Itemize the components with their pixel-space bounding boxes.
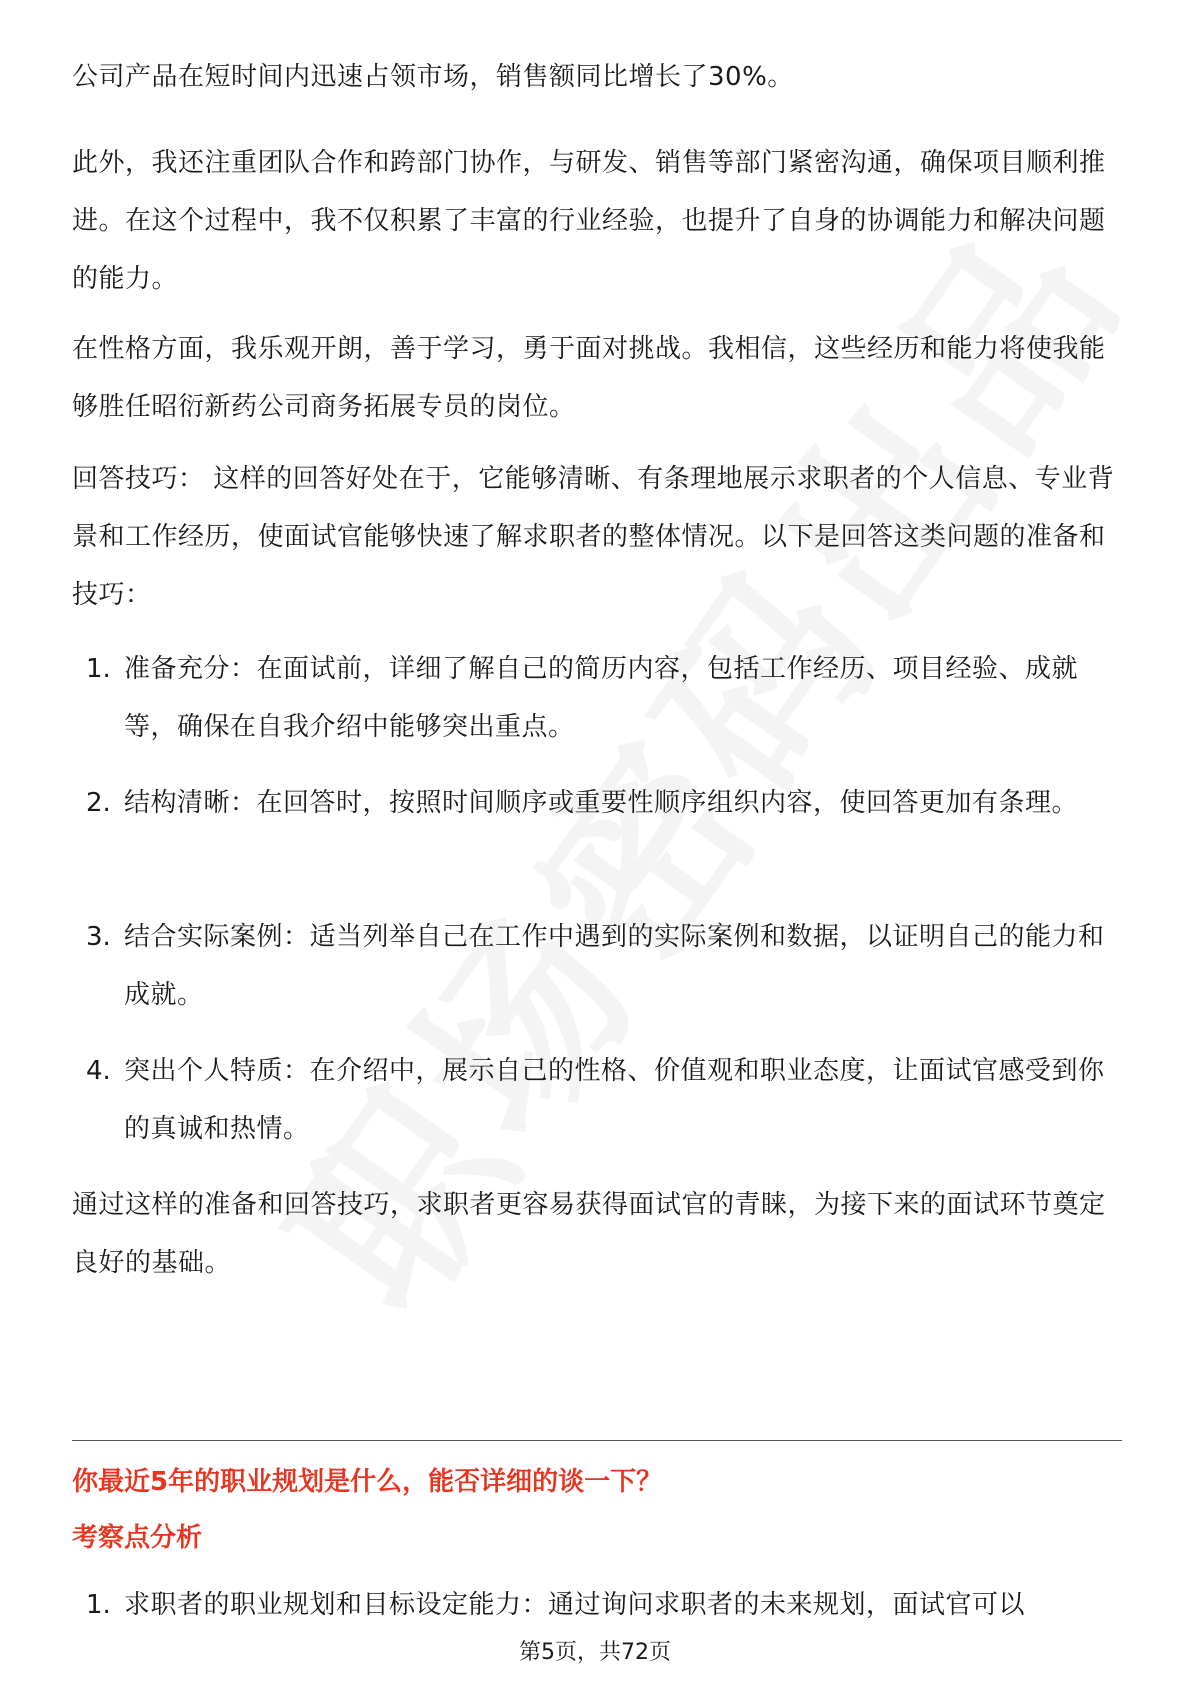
list-text: 准备充分：在面试前，详细了解自己的简历内容，包括工作经历、项目经验、成就等，确保在自我介绍中能够突出重点。 <box>124 654 1079 742</box>
list-number: 2. <box>86 788 111 818</box>
list-item <box>72 908 1122 1024</box>
list-text: 求职者的职业规划和目标设定能力：通过询问求职者的未来规划，面试官可以 <box>124 1590 1026 1620</box>
list-number: 1. <box>86 1590 111 1620</box>
list-item <box>72 774 1122 832</box>
list-item <box>72 1576 1122 1634</box>
list-number: 4. <box>86 1056 111 1086</box>
list-text: 结构清晰：在回答时，按照时间顺序或重要性顺序组织内容，使回答更加有条理。 <box>124 788 1079 818</box>
page-footer: 第5页，共72页 <box>519 1640 671 1665</box>
question-heading: 你最近5年的职业规划是什么，能否详细的谈一下？ <box>72 1467 663 1497</box>
list-item <box>72 640 1122 756</box>
section-divider <box>72 1440 1122 1441</box>
list-number: 1. <box>86 654 111 684</box>
list-item <box>72 1042 1122 1158</box>
paragraph-4: 回答技巧： 这样的回答好处在于，它能够清晰、有条理地展示求职者的个人信息、专业背景和工作经历，使面试官能够快速了解求职者的整体情况。以下是回答这类问题的准备和技巧： <box>72 464 1115 610</box>
paragraph-1: 公司产品在短时间内迅速占领市场，销售额同比增长了30%。 <box>72 62 794 92</box>
list-text: 结合实际案例：适当列举自己在工作中遇到的实际案例和数据，以证明自己的能力和成就。 <box>124 922 1105 1010</box>
paragraph-3: 在性格方面，我乐观开朗，善于学习，勇于面对挑战。我相信，这些经历和能力将使我能够胜任昭衍新药公司商务拓展专员的岗位。 <box>72 334 1106 422</box>
closing-paragraph: 通过这样的准备和回答技巧，求职者更容易获得面试官的青睐，为接下来的面试环节奠定良好的基础。 <box>72 1190 1106 1278</box>
list-number: 3. <box>86 922 111 952</box>
analysis-heading: 考察点分析 <box>72 1523 203 1553</box>
paragraph-2: 此外，我还注重团队合作和跨部门协作，与研发、销售等部门紧密沟通，确保项目顺利推进。在这个过程中，我不仅积累了丰富的行业经验，也提升了自身的协调能力和解决问题的能力。 <box>72 148 1106 294</box>
list-text: 突出个人特质：在介绍中，展示自己的性格、价值观和职业态度，让面试官感受到你的真诚和热情。 <box>124 1056 1105 1144</box>
